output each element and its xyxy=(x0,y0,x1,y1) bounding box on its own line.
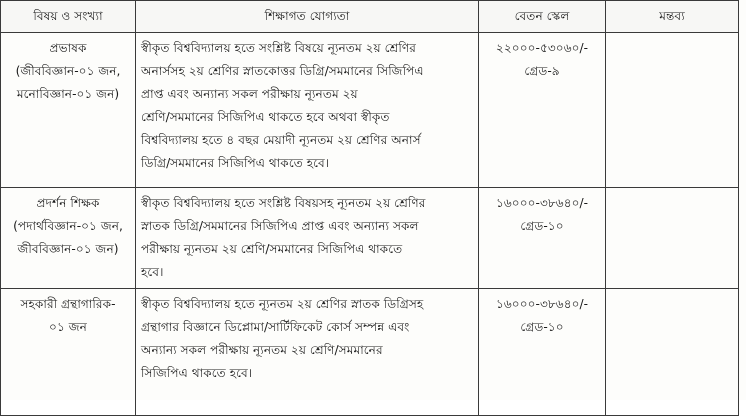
qualification-line: শ্রেণি/সমমানের সিজিপিএ থাকতে হবে অথবা স্বীকৃত xyxy=(141,110,390,124)
qualification-line: ডিগ্রি/সমমানের সিজিপিএ থাকতে হবে। xyxy=(141,156,330,170)
qualification-line: হবে। xyxy=(141,265,164,279)
header-qualification: শিক্ষাগত যোগ্যতা xyxy=(136,1,479,33)
pay-scale-cell xyxy=(479,33,606,188)
post-cell xyxy=(1,33,136,188)
qualification-line: প্রাপ্ত এবং অন্যান্য সকল পরীক্ষায় ন্যূনতম ২য় xyxy=(141,87,358,101)
post-cell xyxy=(1,289,136,416)
qualification-line: পরীক্ষায় ন্যূনতম ২য় শ্রেণি/সমমানের সিজিপিএ থাকতে xyxy=(141,242,403,256)
post-detail: মনোবিজ্ঞান-০১ জন) xyxy=(16,87,120,101)
post-cell xyxy=(1,188,136,289)
qualification-cell xyxy=(136,33,479,188)
qualification-line: গ্রন্থাগার বিজ্ঞানে ডিপ্লোমা/সার্টিফিকেট কোর্স সম্পন্ন এবং xyxy=(141,320,410,334)
pay-scale-cell xyxy=(479,188,606,289)
post-detail: জীববিজ্ঞান-০১ জন) xyxy=(17,242,119,256)
pay-grade: গ্রেড-৯ xyxy=(524,64,560,78)
header-pay-scale: বেতন স্কেল xyxy=(479,1,606,33)
post-detail: (পদার্থবিজ্ঞান-০১ জন, xyxy=(13,219,123,233)
post-detail: ০১ জন xyxy=(49,320,87,334)
qualification-cell xyxy=(136,289,479,416)
post-detail: (জীববিজ্ঞান-০১ জন, xyxy=(15,64,121,78)
qualification-line: স্নাতক ডিগ্রি/সমমানের সিজিপিএ প্রাপ্ত এবং অন্যান্য সকল xyxy=(141,219,419,233)
qualification-line: অন্যান্য সকল পরীক্ষায় ন্যূনতম ২য় শ্রেণি/সমমানের xyxy=(141,343,383,357)
qualification-line: স্বীকৃত বিশ্ববিদ্যালয় হতে সংশ্লিষ্ট বিষয়সহ ন্যূনতম ২য় শ্রেণির xyxy=(141,196,426,210)
pay-grade: গ্রেড-১০ xyxy=(520,219,564,233)
table-row xyxy=(1,289,739,416)
post-title: প্রদর্শন শিক্ষক xyxy=(36,196,100,210)
table-row xyxy=(1,188,739,289)
pay-scale-range: ১৬০০০-৩৮৬৪০/- xyxy=(495,297,589,311)
header-post: বিষয় ও সংখ্যা xyxy=(1,1,136,33)
remarks-cell xyxy=(606,289,739,416)
remarks-cell xyxy=(606,33,739,188)
table-header-row xyxy=(1,1,739,33)
qualification-line: বিশ্ববিদ্যালয় হতে ৪ বছর মেয়াদী ন্যূনতম ২য় শ্রেণির অনার্স xyxy=(141,133,421,147)
qualification-line: স্বীকৃত বিশ্ববিদ্যালয় হতে সংশ্লিষ্ট বিষয়ে ন্যূনতম ২য় শ্রেণির xyxy=(141,41,416,55)
remarks-cell xyxy=(606,188,739,289)
pay-scale-cell xyxy=(479,289,606,416)
pay-scale-range: ২২০০০-৫৩০৬০/- xyxy=(495,41,589,55)
qualification-line: স্বীকৃত বিশ্ববিদ্যালয় হতে ন্যূনতম ২য় শ্রেণির স্নাতক ডিগ্রিসহ xyxy=(141,297,424,311)
pay-grade: গ্রেড-১০ xyxy=(520,320,564,334)
post-title: প্রভাষক xyxy=(49,41,87,55)
qualification-cell xyxy=(136,188,479,289)
header-remarks: মন্তব্য xyxy=(606,1,739,33)
pay-scale-range: ১৬০০০-৩৮৬৪০/- xyxy=(495,196,589,210)
qualification-line: সিজিপিএ থাকতে হবে। xyxy=(141,366,253,380)
post-title: সহকারী গ্রন্থাগারিক- xyxy=(20,297,116,311)
table-row xyxy=(1,33,739,188)
qualification-line: অনার্সসহ ২য় শ্রেণির স্নাতকোত্তর ডিগ্রি/সমমানের সিজিপিএ xyxy=(141,64,424,78)
